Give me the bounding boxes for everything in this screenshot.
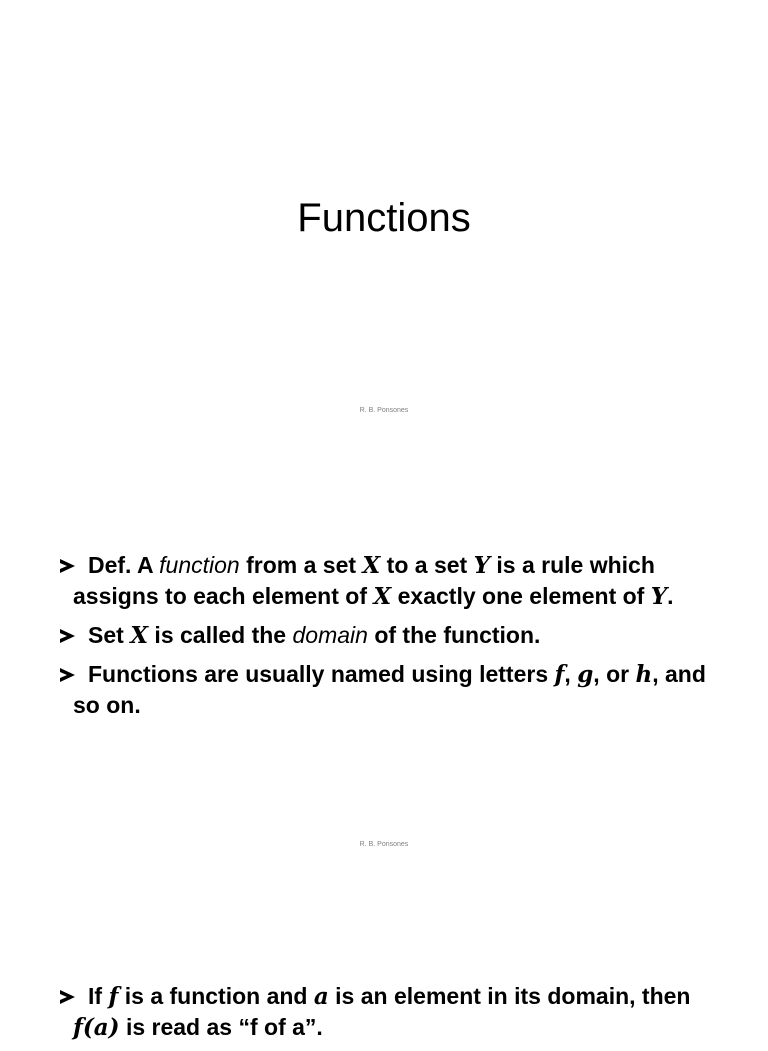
slide-3: [0, 864, 768, 1041]
bullet-list: [60, 550, 720, 729]
math-variable: Y: [473, 552, 491, 579]
bullet-item-naming: [60, 659, 720, 721]
arrow-bullet-icon: [60, 559, 75, 573]
bullet-item-notation: [60, 981, 720, 1043]
bullet-text: Set X is called the domain of the function.: [88, 622, 541, 649]
slide-1: [0, 0, 768, 432]
arrow-bullet-icon: [60, 668, 75, 682]
bullet-item-definition: [60, 550, 720, 612]
emphasis: function: [159, 552, 240, 578]
math-variable: Y: [650, 583, 668, 610]
math-variable: X: [373, 583, 392, 610]
slide-title: Functions: [297, 195, 471, 240]
slide-2: [0, 432, 768, 864]
bullet-text: Functions are usually named using letters f, g, or h, and so on.: [73, 661, 706, 718]
math-variable: a: [313, 983, 329, 1010]
math-variable: X: [130, 622, 149, 649]
math-variable: h: [635, 661, 653, 688]
slide-footer: R. B. Ponsones: [359, 841, 409, 848]
math-variable: f(a): [73, 1014, 120, 1041]
bullet-item-domain: [60, 620, 720, 651]
arrow-bullet-icon: [60, 629, 75, 643]
emphasis: domain: [292, 622, 368, 648]
bullet-list: [60, 981, 720, 1051]
math-variable: f: [554, 661, 565, 688]
bullet-text: Def. A function from a set X to a set Y is a rule which assigns to each element of X exactly one element of Y.: [73, 552, 674, 610]
bullet-text: If f is a function and a is an element in its domain, then f(a) is read as “f of a”.: [73, 983, 691, 1041]
slide-footer: R. B. Ponsones: [359, 407, 409, 414]
math-variable: X: [362, 552, 381, 579]
math-variable: g: [577, 661, 594, 688]
arrow-bullet-icon: [60, 990, 75, 1004]
math-variable: f: [108, 983, 119, 1010]
